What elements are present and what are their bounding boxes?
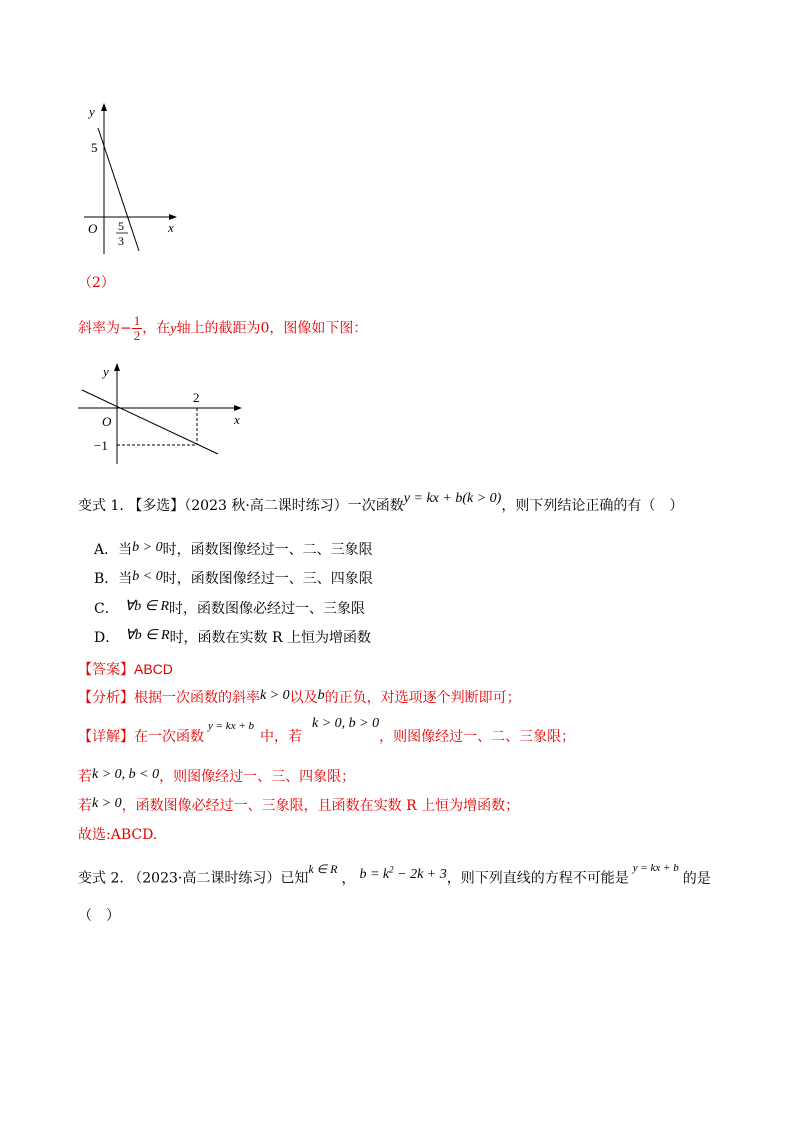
part2-prefix: 斜率为 bbox=[78, 320, 120, 337]
graph2-y-tick-label: −1 bbox=[94, 438, 108, 453]
option-c-label: C． bbox=[94, 601, 119, 617]
option-b-label: B． bbox=[94, 571, 119, 587]
graph1-y-intercept-label: 5 bbox=[91, 140, 98, 155]
detail-line2-post: ，则图像经过一、三、四象限； bbox=[159, 769, 356, 785]
answer-line bbox=[78, 660, 173, 679]
question-1-stem bbox=[78, 491, 684, 516]
detail-line-1 bbox=[78, 716, 576, 747]
graph1-y-label: y bbox=[89, 104, 95, 119]
graph1-x-intercept-den: 3 bbox=[118, 234, 124, 248]
detail-line2-pre: 若 bbox=[78, 769, 92, 785]
q1-option-b bbox=[94, 570, 373, 589]
detail-line3-pre: 若 bbox=[78, 798, 92, 814]
answer-label: 【答案】 bbox=[78, 662, 134, 678]
slope-fraction-num: 1 bbox=[133, 313, 141, 328]
analysis-post: 的正负，对选项逐个判断即可； bbox=[324, 690, 521, 706]
analysis-line bbox=[78, 689, 521, 708]
q2-sep: ， bbox=[341, 870, 356, 887]
q2-parenthesis: （ ） bbox=[78, 908, 120, 924]
option-b-math: b < 0 bbox=[132, 569, 163, 584]
q2-prefix: 变式 2. （2023·高二课时练习）已知 bbox=[78, 870, 309, 887]
analysis-math-b: b bbox=[317, 688, 325, 703]
part2-suffix: 轴上的截距为0，图像如下图： bbox=[176, 320, 368, 337]
graph2-x-tick-label: 2 bbox=[193, 390, 200, 405]
option-c-text: 时，函数图像必经过一、三象限 bbox=[169, 601, 366, 617]
slope-fraction-den: 2 bbox=[133, 328, 141, 343]
graph2-x-arrow bbox=[234, 405, 242, 411]
option-a-math: b > 0 bbox=[132, 540, 163, 555]
option-a-pre: 当 bbox=[118, 542, 133, 558]
detail-mid: 中，若 bbox=[260, 729, 302, 745]
q2-suffix: 的是 bbox=[682, 870, 711, 887]
option-b-text: 时，函数图像经过一、三、四象限 bbox=[162, 571, 373, 587]
option-c-math: ∀b ∈ R bbox=[124, 599, 170, 614]
graph-1 bbox=[80, 96, 190, 256]
analysis-math-k: k > 0 bbox=[260, 688, 290, 703]
part2-description bbox=[78, 314, 367, 343]
answer-value: ABCD bbox=[134, 661, 173, 677]
question-2-stem bbox=[78, 861, 711, 889]
graph-2 bbox=[78, 360, 258, 470]
q2-math-k: k ∈ R bbox=[308, 861, 338, 876]
q1-option-c bbox=[94, 600, 365, 619]
graph2-y-label: y bbox=[103, 364, 109, 379]
option-d-text: 时，函数在实数 R 上恒为增函数 bbox=[169, 630, 372, 646]
option-a-label: A． bbox=[94, 542, 119, 558]
detail-formula: y = kx + b bbox=[208, 720, 254, 732]
detail-line-3 bbox=[78, 797, 519, 816]
part2-mid: ，在 bbox=[142, 320, 171, 337]
detail-line3-post: ，函数图像必经过一、三象限，且函数在实数 R 上恒为增函数； bbox=[121, 798, 520, 814]
option-b-pre: 当 bbox=[118, 571, 133, 587]
graph2-x-label: x bbox=[234, 412, 240, 427]
part2-neg-sign: − bbox=[120, 320, 132, 337]
detail-line2-math: k > 0, b < 0 bbox=[92, 767, 160, 782]
q2-math-b-sup: 2 bbox=[389, 864, 394, 874]
slope-fraction bbox=[132, 314, 143, 343]
analysis-label: 【分析】 bbox=[78, 690, 134, 706]
graph2-y-arrow bbox=[114, 363, 120, 371]
graph1-x-label: x bbox=[168, 220, 174, 235]
q1-formula: y = kx + b(k > 0) bbox=[403, 491, 502, 506]
q2-mid: ，则下列直线的方程不可能是 bbox=[446, 870, 629, 887]
option-d-label: D． bbox=[94, 630, 120, 646]
q2-math-b-a: b = k bbox=[359, 866, 390, 882]
q1-option-a bbox=[94, 541, 373, 560]
detail-label: 【详解】 bbox=[78, 729, 134, 745]
part2-label: （2） bbox=[78, 275, 115, 291]
detail-line-4: 故选:ABCD. bbox=[78, 827, 158, 843]
detail-condition: k > 0, b > 0 bbox=[312, 716, 380, 731]
analysis-mid: 以及 bbox=[289, 690, 318, 706]
option-d-math: ∀b ∈ R bbox=[125, 628, 170, 643]
q1-prefix: 变式 1. 【多选】（2023 秋·高二课时练习）一次函数 bbox=[78, 498, 404, 514]
detail-pre: 在一次函数 bbox=[134, 729, 204, 745]
q1-option-d bbox=[94, 629, 371, 648]
q2-math-b-b: − 2k + 3 bbox=[393, 866, 447, 882]
part2-var: y bbox=[170, 321, 177, 337]
q1-suffix: ，则下列结论正确的有（ ） bbox=[501, 498, 684, 514]
detail-line3-math: k > 0 bbox=[92, 796, 122, 811]
analysis-pre: 根据一次函数的斜率 bbox=[134, 690, 260, 706]
graph1-y-arrow bbox=[101, 103, 107, 111]
q2-math-line: y = kx + b bbox=[632, 861, 679, 874]
option-a-text: 时，函数图像经过一、二、三象限 bbox=[162, 542, 373, 558]
detail-line-2 bbox=[78, 768, 355, 787]
detail-post: ，则图像经过一、二、三象限； bbox=[379, 729, 576, 745]
graph1-origin-label: O bbox=[88, 221, 98, 236]
graph1-x-intercept-num: 5 bbox=[118, 219, 124, 233]
q2-math-b bbox=[359, 864, 447, 882]
graph2-origin-label: O bbox=[102, 414, 112, 429]
